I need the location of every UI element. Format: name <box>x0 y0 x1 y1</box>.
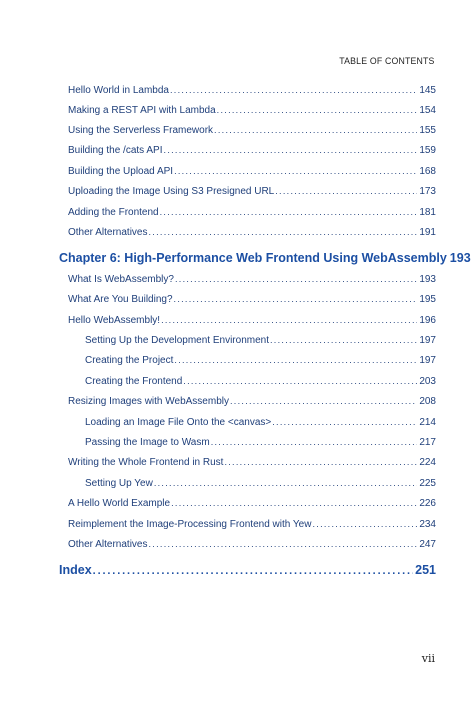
dot-leader <box>148 225 417 239</box>
toc-entry-page: 208 <box>419 396 436 407</box>
toc-entry[interactable] <box>68 313 436 328</box>
toc-entry-title: What Are You Building? <box>68 294 173 305</box>
toc-entry-title: Creating the Frontend <box>85 376 183 387</box>
toc-entry[interactable] <box>68 164 436 179</box>
toc-entry-page: 154 <box>419 105 436 116</box>
dot-leader <box>148 537 417 551</box>
toc-entry-title: Setting Up the Development Environment <box>85 335 269 346</box>
dot-leader <box>183 374 417 388</box>
dot-leader <box>272 415 417 429</box>
toc-entry-title: Resizing Images with WebAssembly <box>68 396 229 407</box>
dot-leader <box>154 476 417 490</box>
toc-entry-page: 224 <box>419 457 436 468</box>
toc-entry[interactable] <box>68 103 436 118</box>
dot-leader <box>164 143 418 157</box>
toc-entry[interactable] <box>68 292 436 307</box>
toc-entry[interactable] <box>68 517 436 532</box>
toc-entry-page: 155 <box>419 125 436 136</box>
toc-entry-title: What Is WebAssembly? <box>68 274 174 285</box>
toc-entry-page: 191 <box>419 227 436 238</box>
toc-entry-page: 193 <box>419 274 436 285</box>
toc-entry-page: 203 <box>419 376 436 387</box>
toc-entry-page: 193 <box>449 251 471 265</box>
toc-entry-page: 145 <box>419 85 436 96</box>
toc-entry-title: Hello WebAssembly! <box>68 315 161 326</box>
dot-leader <box>174 164 417 178</box>
toc-entry-page: 196 <box>419 315 436 326</box>
toc-entry-title: Building the /cats API <box>68 145 163 156</box>
toc-entry-page: 173 <box>419 186 436 197</box>
dot-leader <box>270 333 417 347</box>
toc-entry-title: Reimplement the Image-Processing Frontend with Yew <box>68 519 312 530</box>
toc-entry[interactable] <box>68 537 436 552</box>
toc-entry-title: Passing the Image to Wasm <box>85 437 210 448</box>
dot-leader <box>174 292 418 306</box>
toc-entry-page: 197 <box>419 335 436 346</box>
dot-leader <box>312 517 417 531</box>
toc-subentry[interactable] <box>85 476 436 491</box>
toc-entry-page: 234 <box>419 519 436 530</box>
toc-entry-title: A Hello World Example <box>68 498 171 509</box>
toc-subentry[interactable] <box>85 435 436 450</box>
toc-entry-page: 251 <box>415 563 436 577</box>
dot-leader <box>217 103 418 117</box>
toc-entry[interactable] <box>68 272 436 287</box>
toc-subentry[interactable] <box>85 374 436 389</box>
toc-entry-page: 159 <box>419 145 436 156</box>
toc-entry-title: Other Alternatives <box>68 227 148 238</box>
dot-leader <box>174 353 417 367</box>
toc-entry-title: Setting Up Yew <box>85 478 153 489</box>
page-folio: vii <box>421 652 435 665</box>
toc-entry[interactable] <box>68 394 436 409</box>
toc-index-entry[interactable] <box>59 562 436 579</box>
dot-leader <box>214 123 417 137</box>
toc-entry-title: Building the Upload API <box>68 166 174 177</box>
toc-entry[interactable] <box>68 143 436 158</box>
dot-leader <box>171 496 417 510</box>
toc-entry[interactable] <box>68 184 436 199</box>
toc-entry-title: Creating the Project <box>85 355 174 366</box>
toc-entry-title: Writing the Whole Frontend in Rust <box>68 457 224 468</box>
toc-entry-page: 181 <box>419 207 436 218</box>
dot-leader <box>224 455 417 469</box>
toc-entry[interactable] <box>68 496 436 511</box>
toc-subentry[interactable] <box>85 415 436 430</box>
toc-entry[interactable] <box>68 455 436 470</box>
toc-entry[interactable] <box>68 83 436 98</box>
toc-entry-page: 217 <box>419 437 436 448</box>
toc-entry[interactable] <box>68 225 436 240</box>
dot-leader <box>175 272 417 286</box>
dot-leader <box>275 184 417 198</box>
dot-leader <box>211 435 418 449</box>
toc-entry-title: Index <box>59 563 92 577</box>
toc-entry[interactable] <box>68 205 436 220</box>
dot-leader <box>93 563 413 579</box>
toc-entry-title: Loading an Image File Onto the <canvas> <box>85 417 272 428</box>
toc-entry-page: 226 <box>419 498 436 509</box>
toc-entry-title: Using the Serverless Framework <box>68 125 214 136</box>
toc-entry-page: 197 <box>419 355 436 366</box>
toc-entry-page: 225 <box>419 478 436 489</box>
dot-leader <box>161 313 417 327</box>
toc-entry-title: Other Alternatives <box>68 539 148 550</box>
toc-subentry[interactable] <box>85 333 436 348</box>
running-head: TABLE OF CONTENTS <box>339 56 435 67</box>
toc-entry-title: Uploading the Image Using S3 Presigned URL <box>68 186 275 197</box>
toc-entry-page: 247 <box>419 539 436 550</box>
toc-entry-title: Adding the Frontend <box>68 207 159 218</box>
dot-leader <box>160 205 418 219</box>
toc-entry-title: Chapter 6: High-Performance Web Frontend Using WebAssembly <box>59 251 447 265</box>
toc-entry-page: 195 <box>419 294 436 305</box>
toc-entry-page: 214 <box>419 417 436 428</box>
dot-leader <box>230 394 417 408</box>
toc-chapter-entry[interactable] <box>59 250 471 267</box>
toc-subentry[interactable] <box>85 353 436 368</box>
dot-leader <box>170 83 417 97</box>
toc-entry-page: 168 <box>419 166 436 177</box>
toc-entry[interactable] <box>68 123 436 138</box>
toc-entry-title: Making a REST API with Lambda <box>68 105 216 116</box>
toc-entry-title: Hello World in Lambda <box>68 85 169 96</box>
